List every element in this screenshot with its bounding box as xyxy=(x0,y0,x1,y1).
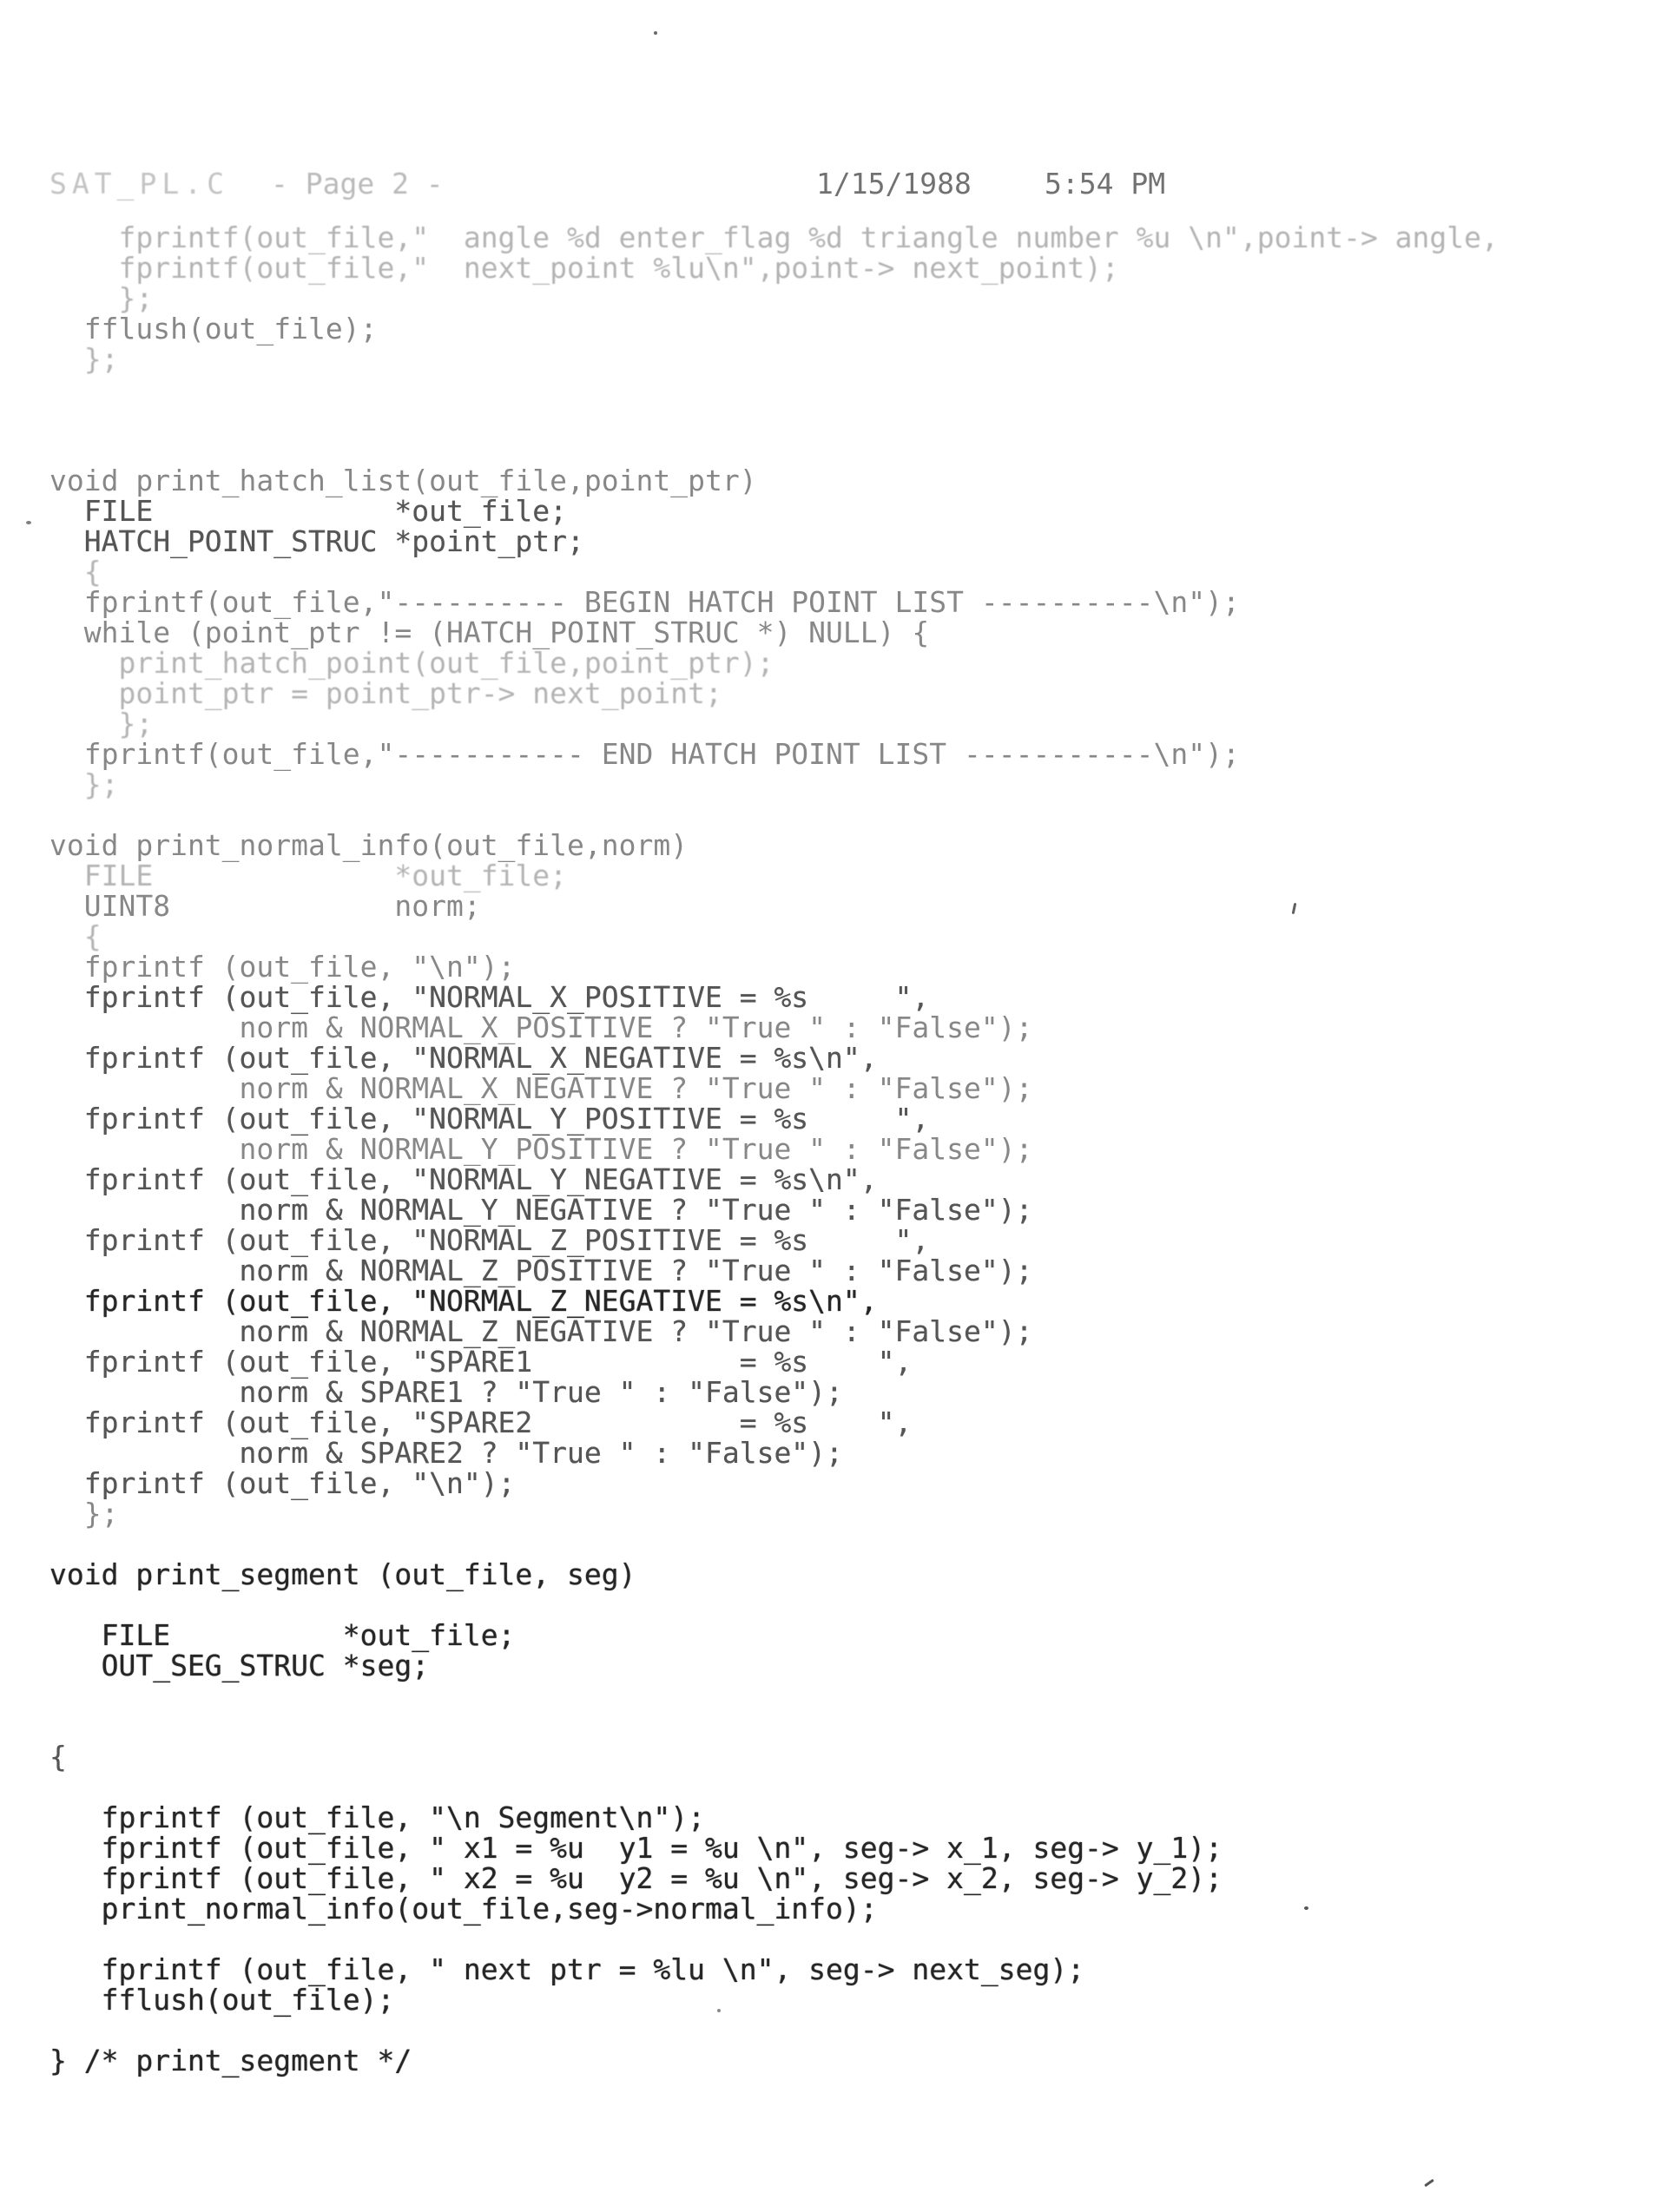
code-line: fprintf (out_file, "\n Segment\n"); xyxy=(49,1801,705,1834)
code-line: }; xyxy=(49,767,119,801)
code-line xyxy=(49,1711,1499,1741)
code-line: fprintf(out_file," angle %d enter_flag %d triangle number %u \n",point-> angle, xyxy=(49,221,1499,254)
code-line: fflush(out_file); xyxy=(49,1983,395,2017)
code-listing xyxy=(49,222,1499,2076)
code-line: { xyxy=(49,555,102,589)
code-line: norm & NORMAL_Y_POSITIVE ? "True " : "False"); xyxy=(49,1132,1033,1166)
code-line: UINT8 norm; xyxy=(49,889,481,923)
code-line: norm & NORMAL_Z_NEGATIVE ? "True " : "False"); xyxy=(49,1314,1033,1348)
code-line: }; xyxy=(49,1497,119,1531)
code-line: }; xyxy=(49,707,154,741)
code-line: norm & SPARE2 ? "True " : "False"); xyxy=(49,1436,843,1470)
header-filename: SAT_PL.C xyxy=(49,167,229,201)
code-line: fprintf (out_file, " x1 = %u y1 = %u \n", seg-> x_1, seg-> y_1); xyxy=(49,1831,1223,1865)
header-page-number: - Page 2 - xyxy=(271,167,444,201)
code-line: fflush(out_file); xyxy=(49,312,378,346)
code-line: norm & NORMAL_Y_NEGATIVE ? "True " : "False"); xyxy=(49,1193,1033,1227)
code-line xyxy=(49,1529,1499,1559)
code-line: fprintf (out_file, "NORMAL_Y_NEGATIVE = %s\n", xyxy=(49,1162,878,1196)
code-line: fprintf (out_file, " next ptr = %lu \n", seg-> next_seg); xyxy=(49,1952,1085,1986)
code-line: fprintf (out_file, "SPARE2 = %s ", xyxy=(49,1406,913,1439)
code-line xyxy=(49,1590,1499,1620)
code-line: fprintf (out_file, "\n"); xyxy=(49,950,516,984)
code-line: fprintf (out_file, "\n"); xyxy=(49,1466,516,1500)
code-line: void print_hatch_list(out_file,point_ptr) xyxy=(49,464,757,497)
scan-speck xyxy=(1304,1906,1308,1910)
code-line xyxy=(49,374,1499,405)
code-line: fprintf (out_file, "NORMAL_X_NEGATIVE = %s\n", xyxy=(49,1041,878,1075)
code-line: norm & NORMAL_X_NEGATIVE ? "True " : "False"); xyxy=(49,1071,1033,1105)
code-line xyxy=(49,800,1499,830)
code-line: HATCH_POINT_STRUC *point_ptr; xyxy=(49,524,584,558)
code-line: while (point_ptr != (HATCH_POINT_STRUC *) NULL) { xyxy=(49,616,930,649)
code-line: fprintf(out_file,"----------- END HATCH POINT LIST -----------\n"); xyxy=(49,737,1240,771)
code-line xyxy=(49,405,1499,435)
scan-speck xyxy=(717,2009,721,2012)
code-line: void print_normal_info(out_file,norm) xyxy=(49,828,689,862)
code-line: FILE *out_file; xyxy=(49,1618,516,1652)
code-line: FILE *out_file; xyxy=(49,494,568,528)
code-line: fprintf(out_file," next_point %lu\n",point-> next_point); xyxy=(49,251,1119,285)
code-line: fprintf (out_file, " x2 = %u y2 = %u \n", seg-> x_2, seg-> y_2); xyxy=(49,1861,1223,1895)
code-line xyxy=(49,1772,1499,1802)
code-line: FILE *out_file; xyxy=(49,859,568,892)
code-line: fprintf (out_file, "SPARE1 = %s ", xyxy=(49,1345,913,1379)
code-line: norm & NORMAL_X_POSITIVE ? "True " : "False"); xyxy=(49,1011,1033,1044)
code-line xyxy=(49,435,1499,465)
code-line xyxy=(49,1681,1499,1711)
code-line: OUT_SEG_STRUC *seg; xyxy=(49,1649,430,1682)
header-date: 1/15/1988 xyxy=(816,167,972,201)
code-line: { xyxy=(49,919,102,953)
code-line: print_hatch_point(out_file,point_ptr); xyxy=(49,646,774,680)
code-line: fprintf(out_file,"---------- BEGIN HATCH POINT LIST ----------\n"); xyxy=(49,585,1240,619)
code-line: norm & NORMAL_Z_POSITIVE ? "True " : "False"); xyxy=(49,1254,1033,1287)
header-time: 5:54 PM xyxy=(1045,167,1166,201)
code-line: }; xyxy=(49,342,119,376)
code-line: fprintf (out_file, "NORMAL_Y_POSITIVE = %s ", xyxy=(49,1102,930,1136)
code-line: }; xyxy=(49,281,154,315)
code-line: } /* print_segment */ xyxy=(49,2044,412,2077)
code-line: void print_segment (out_file, seg) xyxy=(49,1557,636,1591)
code-line xyxy=(49,2015,1499,2045)
code-line: { xyxy=(49,1740,67,1774)
code-line: point_ptr = point_ptr-> next_point; xyxy=(49,676,722,710)
code-line: print_normal_info(out_file,seg->normal_info); xyxy=(49,1892,878,1926)
code-line: fprintf (out_file, "NORMAL_Z_NEGATIVE = %s\n", xyxy=(49,1284,878,1318)
code-line: fprintf (out_file, "NORMAL_Z_POSITIVE = %s ", xyxy=(49,1223,930,1257)
code-line: norm & SPARE1 ? "True " : "False"); xyxy=(49,1375,843,1409)
scan-speck xyxy=(1424,2179,1434,2187)
code-line: fprintf (out_file, "NORMAL_X_POSITIVE = %s ", xyxy=(49,980,930,1014)
scan-speck xyxy=(654,31,657,35)
code-line xyxy=(49,1924,1499,1954)
scan-speck xyxy=(26,521,31,524)
